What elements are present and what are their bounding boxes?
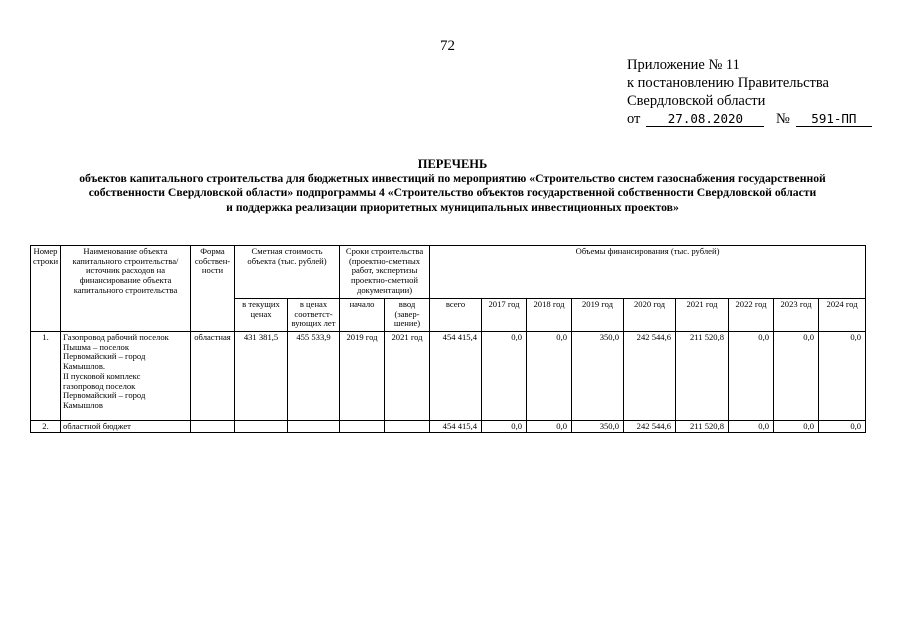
number-prefix: № bbox=[776, 111, 790, 127]
header-year: 2018 год bbox=[527, 299, 572, 332]
year-cell: 0,0 bbox=[527, 332, 572, 421]
header-row-top bbox=[31, 246, 866, 299]
document-title bbox=[20, 157, 885, 215]
year-cell: 0,0 bbox=[774, 421, 819, 433]
appendix-date-line bbox=[627, 110, 872, 128]
table-row bbox=[31, 421, 866, 433]
year-cell: 0,0 bbox=[482, 421, 527, 433]
header-year: 2019 год bbox=[572, 299, 624, 332]
resolution-date: 27.08.2020 bbox=[646, 112, 764, 127]
year-cell: 350,0 bbox=[572, 421, 624, 433]
header-start: начало bbox=[340, 299, 385, 332]
title-line-3: и поддержка реализации приоритетных муниципальных инвестиционных проектов» bbox=[226, 200, 679, 214]
row-number: 1. bbox=[31, 332, 61, 421]
header-year: 2023 год bbox=[774, 299, 819, 332]
appendix-resolution: к постановлению Правительства bbox=[627, 75, 829, 91]
object-name-line: Камышлов. bbox=[63, 361, 106, 372]
objects-table bbox=[30, 245, 866, 433]
header-year: 2024 год bbox=[819, 299, 866, 332]
page-number: 72 bbox=[440, 38, 455, 54]
total-cell: 454 415,4 bbox=[430, 332, 482, 421]
year-cell: 0,0 bbox=[729, 421, 774, 433]
appendix-region: Свердловской области bbox=[627, 93, 766, 109]
object-name bbox=[61, 332, 191, 421]
header-estimated-cost: Сметная стоимость объекта (тыс. рублей) bbox=[235, 246, 340, 299]
year-cell: 0,0 bbox=[819, 332, 866, 421]
header-construction-terms: Сроки строительства (проектно-сметных работ, экспертизы проектно-сметной документации) bbox=[340, 246, 430, 299]
object-name-line: газопровод поселок bbox=[63, 380, 136, 391]
header-current-prices: в текущих ценах bbox=[235, 299, 288, 332]
commissioning-cell bbox=[385, 421, 430, 433]
start-cell bbox=[340, 421, 385, 433]
object-name-line: Первомайский – город bbox=[63, 390, 146, 401]
header-ownership-form: Форма собствен-ности bbox=[191, 246, 235, 332]
object-name-line: Пышма – поселок bbox=[63, 341, 129, 352]
header-year: 2022 год bbox=[729, 299, 774, 332]
commissioning-cell: 2021 год bbox=[385, 332, 430, 421]
table-row bbox=[31, 332, 866, 421]
header-year: 2020 год bbox=[624, 299, 676, 332]
adjusted-prices-cell bbox=[288, 421, 340, 433]
header-row-number: Номер строки bbox=[31, 246, 61, 332]
year-cell: 242 544,6 bbox=[624, 332, 676, 421]
year-cell: 0,0 bbox=[774, 332, 819, 421]
appendix-block bbox=[627, 56, 872, 128]
title-line-2: собственности Свердловской области» подпрограммы 4 «Строительство объектов государственной собственности Свердловской области bbox=[88, 186, 817, 199]
start-cell: 2019 год bbox=[340, 332, 385, 421]
year-cell: 0,0 bbox=[819, 421, 866, 433]
title-line-1: объектов капитального строительства для бюджетных инвестиций по мероприятию «Строительство систем газоснабжения государственной bbox=[79, 171, 826, 185]
row-number: 2. bbox=[31, 421, 61, 433]
header-commissioning: ввод (завер-шение) bbox=[385, 299, 430, 332]
header-object-name: Наименование объекта капитального строительства/ источник расходов на финансирование объекта капитального строительства bbox=[61, 246, 191, 332]
header-year: 2021 год bbox=[676, 299, 729, 332]
year-cell: 350,0 bbox=[572, 332, 624, 421]
total-cell: 454 415,4 bbox=[430, 421, 482, 433]
appendix-title: Приложение № 11 bbox=[627, 57, 740, 73]
object-name-line: Первомайский – город bbox=[63, 351, 146, 362]
resolution-number: 591-ПП bbox=[796, 112, 872, 127]
header-year: 2017 год bbox=[482, 299, 527, 332]
header-adjusted-prices: в ценах соответст-вующих лет bbox=[288, 299, 340, 332]
header-financing-volumes: Объемы финансирования (тыс. рублей) bbox=[430, 246, 866, 299]
header-total: всего bbox=[430, 299, 482, 332]
year-cell: 0,0 bbox=[527, 421, 572, 433]
year-cell: 0,0 bbox=[482, 332, 527, 421]
date-prefix: от bbox=[627, 111, 641, 127]
current-prices-cell: 431 381,5 bbox=[235, 332, 288, 421]
current-prices-cell bbox=[235, 421, 288, 433]
year-cell: 0,0 bbox=[729, 332, 774, 421]
ownership-cell bbox=[191, 421, 235, 433]
object-name-line: Камышлов bbox=[63, 399, 103, 410]
year-cell: 211 520,8 bbox=[676, 421, 729, 433]
title-heading: ПЕРЕЧЕНЬ bbox=[417, 157, 488, 171]
object-name: областной бюджет bbox=[61, 421, 191, 433]
year-cell: 242 544,6 bbox=[624, 421, 676, 433]
object-name-line: II пусковой комплекс bbox=[63, 370, 141, 381]
ownership-cell: областная bbox=[191, 332, 235, 421]
adjusted-prices-cell: 455 533,9 bbox=[288, 332, 340, 421]
year-cell: 211 520,8 bbox=[676, 332, 729, 421]
object-name-line: Газопровод рабочий поселок bbox=[63, 332, 169, 342]
